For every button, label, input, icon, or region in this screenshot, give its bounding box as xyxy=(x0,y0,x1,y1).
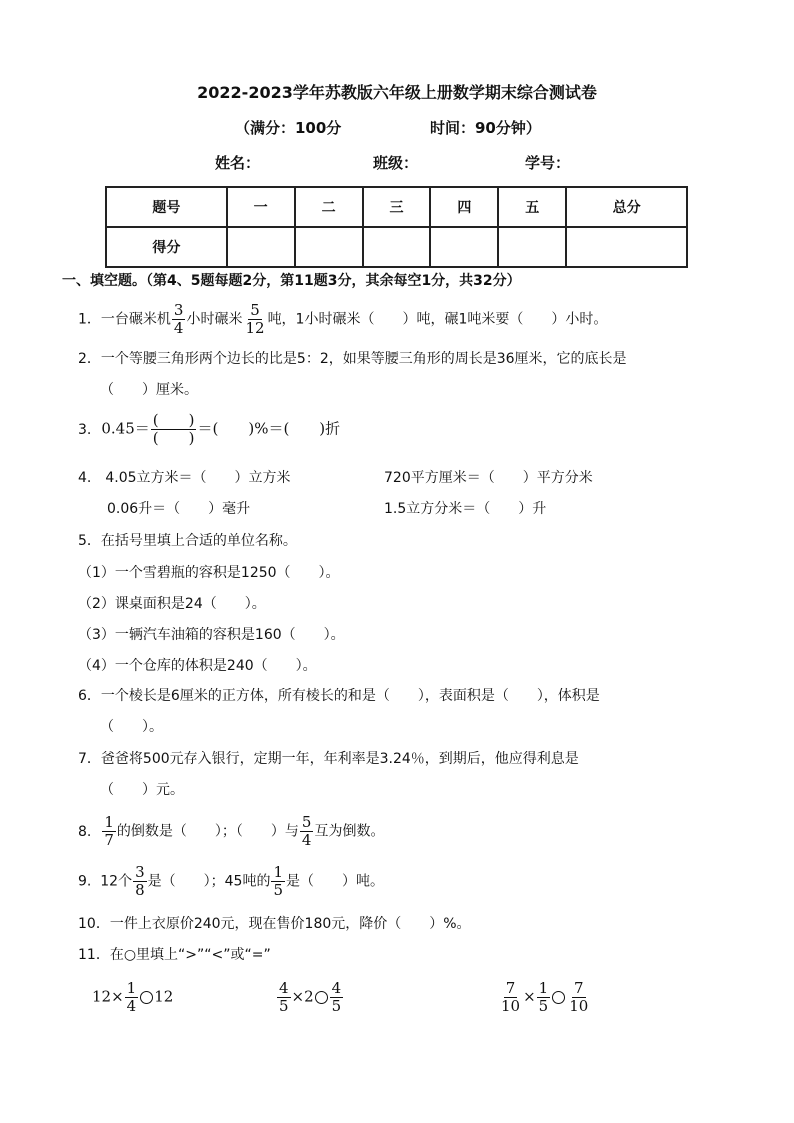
fraction: $\frac{( )}{( )}$ xyxy=(152,411,195,447)
answer-circle[interactable] xyxy=(140,991,153,1004)
full-score: （满分：100分 xyxy=(235,119,342,137)
table-row xyxy=(106,227,687,267)
score-table xyxy=(105,186,688,268)
answer-circle[interactable] xyxy=(552,991,565,1004)
fraction: $\frac{3}{4}$ xyxy=(173,301,184,337)
class-label: 班级： xyxy=(373,154,419,172)
section-title: 一、填空题。（第4、5题每题2分，第11题3分，其余每空1分，共32分） xyxy=(62,273,521,289)
answer-circle[interactable] xyxy=(315,991,328,1004)
question-3 xyxy=(78,412,340,447)
compare-expression-3: $\frac{7}{10}$ × $\frac{1}{5}$ $\frac{7}{10}$ xyxy=(501,979,589,1015)
question-6: 6．一个棱长是6厘米的正方体，所有棱长的和是（ ），表面积是（ ），体积是 xyxy=(78,688,600,704)
q3-text: ＝( )%＝( )折 xyxy=(197,419,341,438)
q9-text: 是（ ）；45吨的 xyxy=(147,873,271,890)
table-cell: 得分 xyxy=(106,227,227,267)
exam-title: 2022-2023学年苏教版六年级上册数学期末综合测试卷 xyxy=(197,83,597,102)
q8-text: 互为倒数。 xyxy=(314,823,385,840)
name-label: 姓名： xyxy=(215,154,261,172)
score-input-cell[interactable] xyxy=(227,227,295,267)
q1-text: 小时碾米 xyxy=(186,311,243,328)
fraction: $\frac{5}{12}$ xyxy=(245,301,265,337)
question-7: 7．爸爸将500元存入银行，定期一年，年利率是3.24％，到期后，他应得利息是 xyxy=(78,751,579,767)
score-input-cell[interactable] xyxy=(498,227,566,267)
question-1 xyxy=(78,302,607,337)
table-cell: 总分 xyxy=(566,187,687,227)
list-item: （4）一个仓库的体积是240（ ）。 xyxy=(78,658,317,674)
fraction: $\frac{4}{5}$ xyxy=(279,979,289,1015)
score-input-cell[interactable] xyxy=(566,227,687,267)
q8-text: 的倒数是（ ）；（ ）与 xyxy=(116,823,299,840)
fraction: $\frac{1}{7}$ xyxy=(104,813,114,849)
question-4b: 720平方厘米＝（ ）平方分米 xyxy=(384,470,593,486)
q9-text: 9. 12个 xyxy=(78,873,133,890)
exam-time: 时间：90分钟） xyxy=(430,119,541,137)
question-10: 10．一件上衣原价240元，现在售价180元，降价（ ）%。 xyxy=(78,916,471,932)
fraction: $\frac{5}{4}$ xyxy=(301,813,312,849)
q8-number: 8. xyxy=(78,823,92,840)
question-8 xyxy=(78,814,384,849)
student-id-label: 学号： xyxy=(525,154,571,172)
compare-expression-2: $\frac{4}{5}$ ×2 $\frac{4}{5}$ xyxy=(279,979,342,1015)
fraction: $\frac{1}{4}$ xyxy=(126,979,137,1015)
fraction: $\frac{1}{5}$ xyxy=(273,863,283,899)
score-input-cell[interactable] xyxy=(295,227,363,267)
table-row xyxy=(106,187,687,227)
fraction: $\frac{3}{8}$ xyxy=(135,863,145,899)
question-4d: 1.5立方分米＝（ ）升 xyxy=(384,501,547,517)
fraction: $\frac{7}{10}$ xyxy=(501,979,521,1015)
table-cell: 一 xyxy=(227,187,295,227)
fraction: $\frac{1}{5}$ xyxy=(538,979,549,1015)
question-2: 2．一个等腰三角形两个边长的比是5：2，如果等腰三角形的周长是36厘米，它的底长是 xyxy=(78,351,627,367)
list-item: （3）一辆汽车油箱的容积是160（ ）。 xyxy=(78,627,345,643)
question-7-cont: （ ）元。 xyxy=(100,782,184,798)
q3-text: 0.45＝ xyxy=(101,419,150,438)
question-2-cont: （ ）厘米。 xyxy=(100,382,198,398)
score-input-cell[interactable] xyxy=(363,227,431,267)
fraction: $\frac{4}{5}$ xyxy=(331,979,342,1015)
compare-expression-1: 12× $\frac{1}{4}$ 12 xyxy=(92,979,174,1015)
question-5: 5．在括号里填上合适的单位名称。 xyxy=(78,533,297,549)
q1-text: 1．一台碾米机 xyxy=(78,311,171,328)
list-item: （1）一个雪碧瓶的容积是1250（ ）。 xyxy=(78,565,340,581)
table-cell: 二 xyxy=(295,187,363,227)
fraction: $\frac{7}{10}$ xyxy=(569,979,589,1015)
list-item: （2）课桌面积是24（ ）。 xyxy=(78,596,266,612)
q1-text: 吨，1小时碾米（ ）吨，碾1吨米要（ ）小时。 xyxy=(267,311,608,328)
question-11: 11．在○里填上“>”“<”或“=” xyxy=(78,947,271,963)
q9-text: 是（ ）吨。 xyxy=(286,873,384,890)
table-cell: 四 xyxy=(430,187,498,227)
table-cell: 三 xyxy=(363,187,431,227)
question-9 xyxy=(78,864,384,899)
table-cell: 五 xyxy=(498,187,566,227)
table-cell: 题号 xyxy=(106,187,227,227)
score-input-cell[interactable] xyxy=(430,227,498,267)
question-4c: 0.06升＝（ ）毫升 xyxy=(107,501,251,517)
question-4a: 4. 4.05立方米＝（ ）立方米 xyxy=(78,470,291,486)
q3-number: 3. xyxy=(78,421,92,438)
question-6-cont: （ ）。 xyxy=(100,719,163,735)
